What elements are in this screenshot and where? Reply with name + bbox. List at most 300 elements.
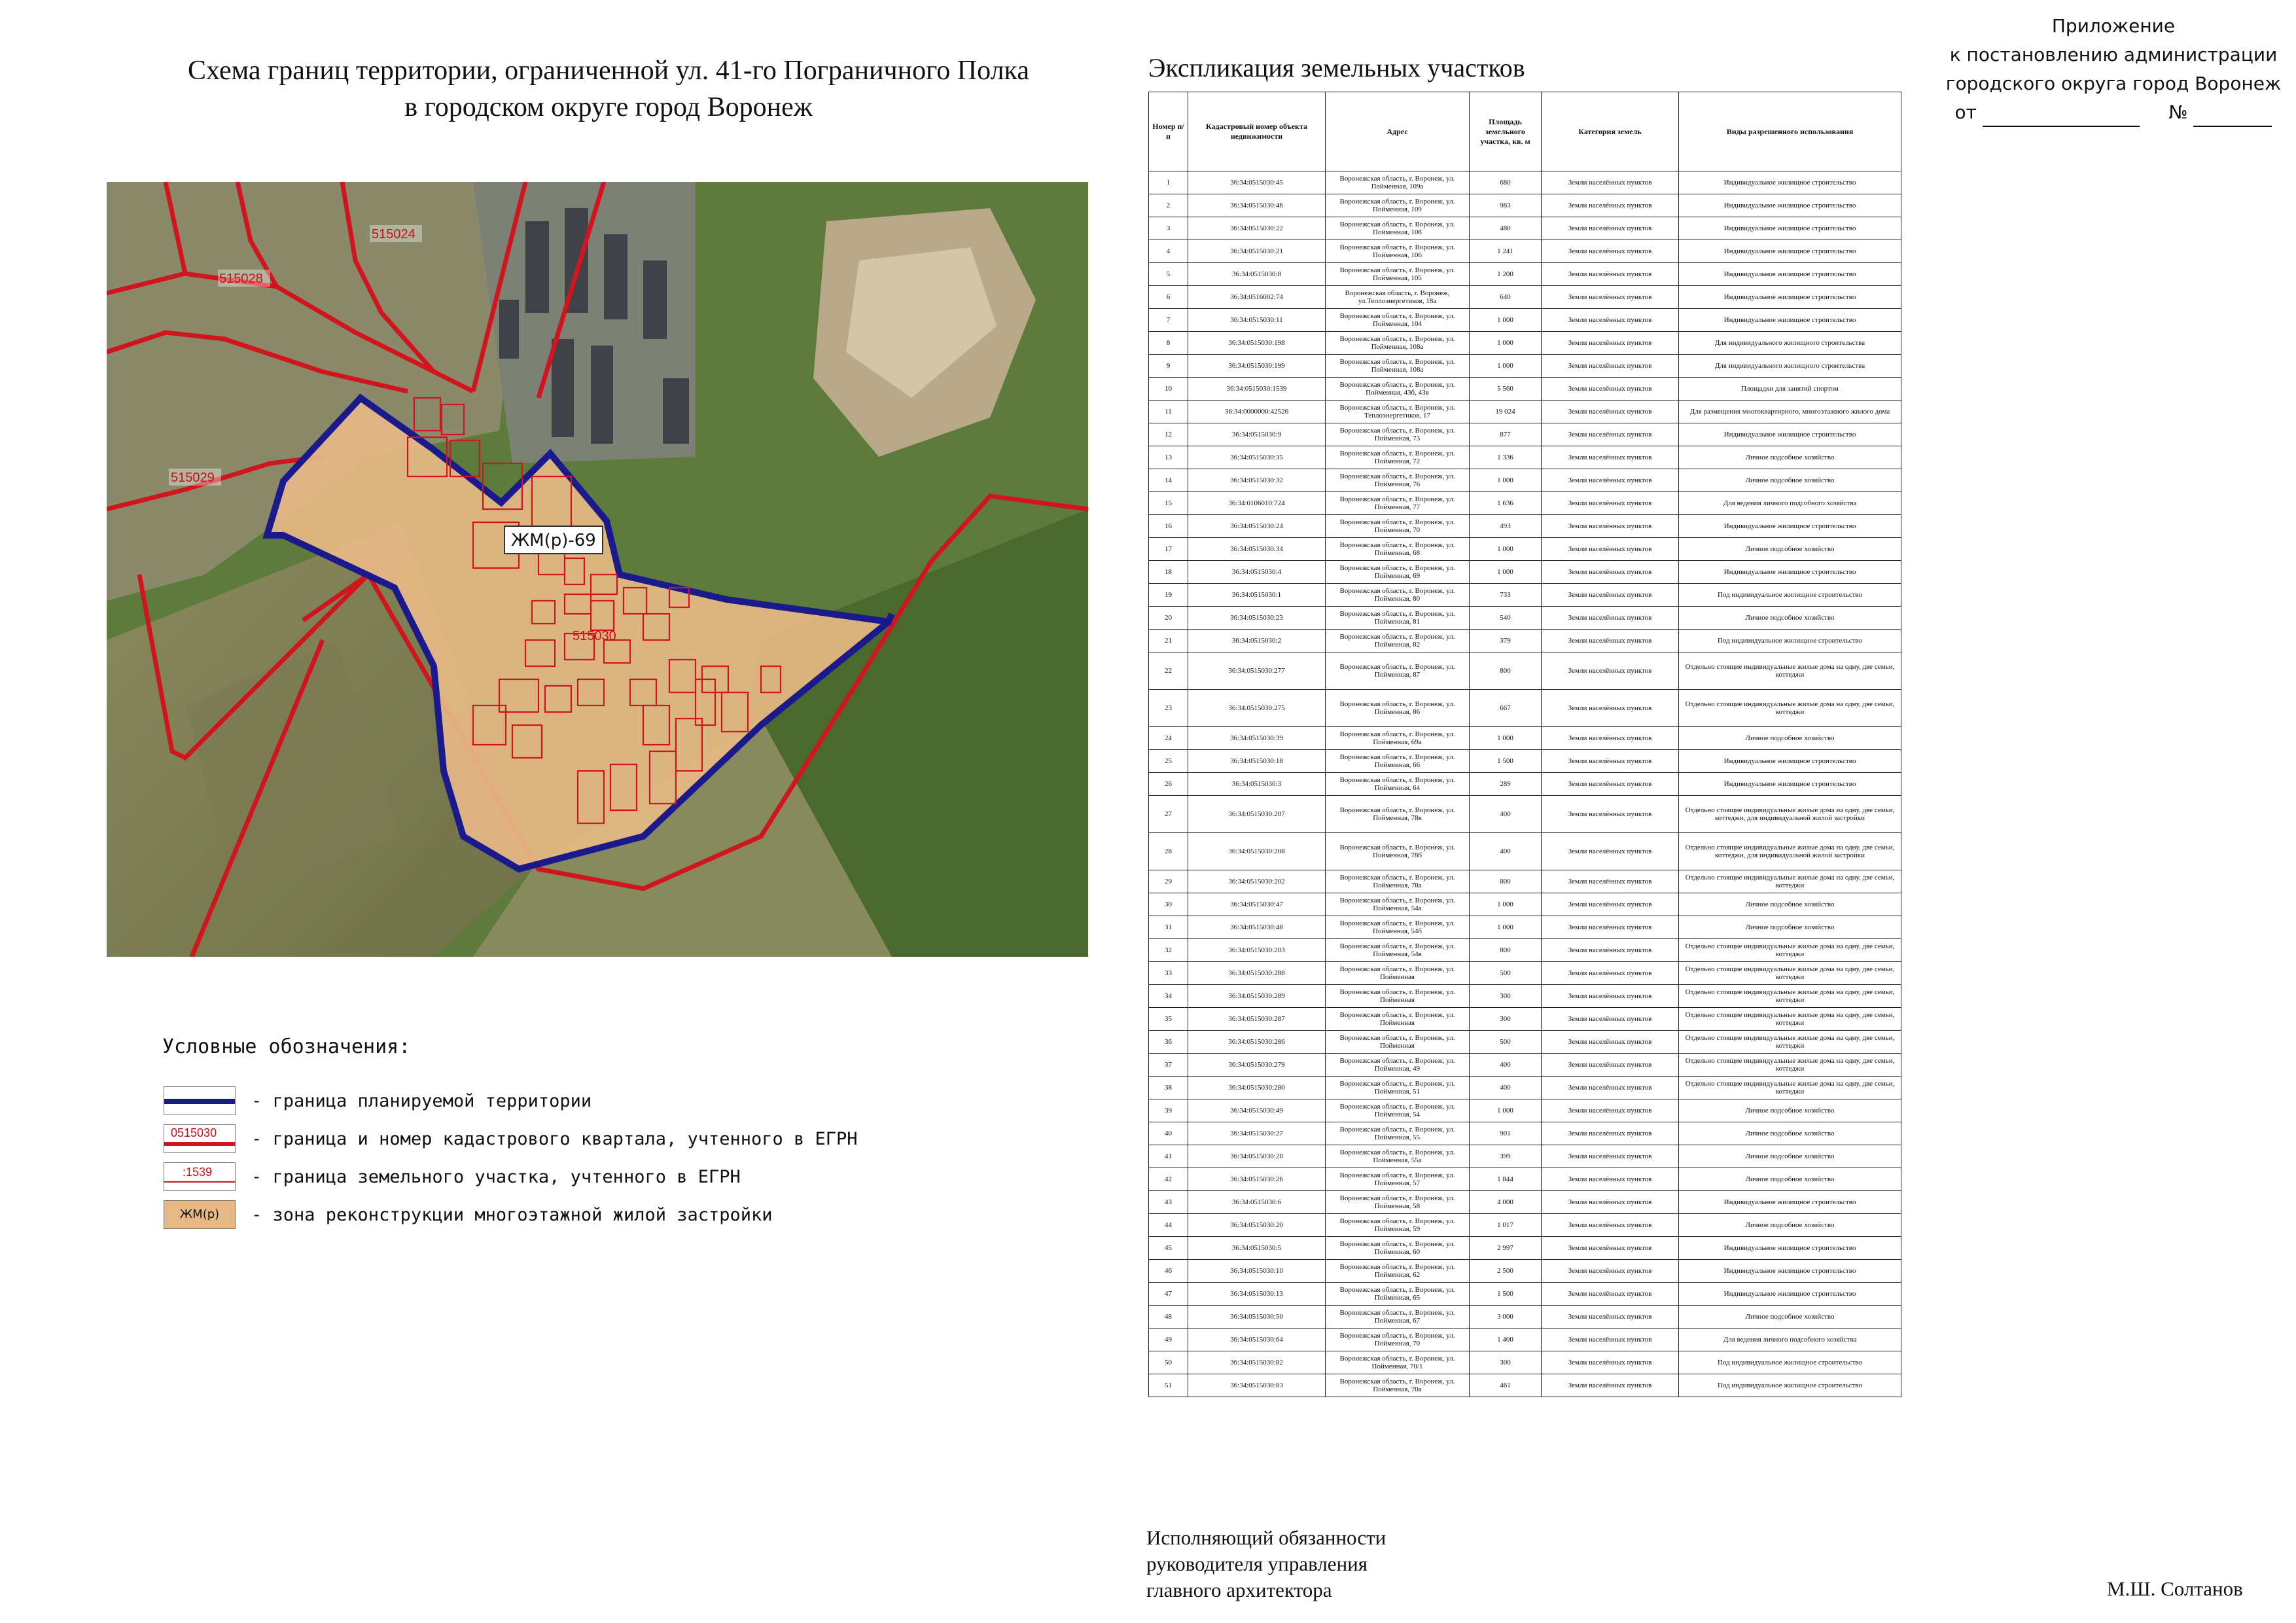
table-row bbox=[1149, 773, 1901, 796]
cell-category: Земли населённых пунктов bbox=[1542, 1329, 1679, 1351]
cell-area: 1 000 bbox=[1470, 538, 1542, 561]
cell-area: 680 bbox=[1470, 171, 1542, 194]
cell-address: Воронежская область, г. Воронеж, ул. Пойменная, 72 bbox=[1326, 446, 1470, 469]
cell-area: 300 bbox=[1470, 1008, 1542, 1031]
cell-address: Воронежская область, г. Воронеж, ул. Пойменная, 70 bbox=[1326, 1329, 1470, 1351]
signature-line-2: руководителя управления bbox=[1146, 1552, 1368, 1575]
cell-address: Воронежская область, г. Воронеж, ул. Пойменная, 82 bbox=[1326, 630, 1470, 652]
cell-usage: Отдельно стоящие индивидуальные жилые дома на одну, две семьи, коттеджи bbox=[1679, 1077, 1901, 1099]
table-row bbox=[1149, 750, 1901, 773]
cell-number: 18 bbox=[1149, 561, 1188, 584]
cell-category: Земли населённых пунктов bbox=[1542, 630, 1679, 652]
cell-number: 36 bbox=[1149, 1031, 1188, 1054]
cell-address: Воронежская область, г. Воронеж, ул. Пойменная, 69 bbox=[1326, 561, 1470, 584]
cell-usage: Личное подсобное хозяйство bbox=[1679, 916, 1901, 939]
cell-usage: Индивидуальное жилищное строительство bbox=[1679, 1237, 1901, 1260]
cell-cadastral: 36:34:0515030:20 bbox=[1188, 1214, 1326, 1237]
cell-usage: Личное подсобное хозяйство bbox=[1679, 607, 1901, 630]
cell-area: 500 bbox=[1470, 962, 1542, 985]
cell-usage: Индивидуальное жилищное строительство bbox=[1679, 286, 1901, 309]
cell-area: 1 000 bbox=[1470, 355, 1542, 378]
cell-usage: Индивидуальное жилищное строительство bbox=[1679, 263, 1901, 286]
quarter-label-515030: 515030 bbox=[573, 629, 616, 643]
cell-cadastral: 36:34:0515030:207 bbox=[1188, 796, 1326, 833]
cell-number: 19 bbox=[1149, 584, 1188, 607]
table-row bbox=[1149, 1122, 1901, 1145]
cell-address: Воронежская область, г. Воронеж, ул. Пойменная, 78в bbox=[1326, 796, 1470, 833]
cell-area: 877 bbox=[1470, 423, 1542, 446]
table-row bbox=[1149, 286, 1901, 309]
table-row bbox=[1149, 1214, 1901, 1237]
cell-usage: Индивидуальное жилищное строительство bbox=[1679, 423, 1901, 446]
cell-category: Земли населённых пунктов bbox=[1542, 1122, 1679, 1145]
cell-address: Воронежская область, г. Воронеж, ул. Пойменная, 70/1 bbox=[1326, 1351, 1470, 1374]
cell-category: Земли населённых пунктов bbox=[1542, 1145, 1679, 1168]
cell-area: 1 241 bbox=[1470, 240, 1542, 263]
cell-category: Земли населённых пунктов bbox=[1542, 607, 1679, 630]
cell-cadastral: 36:34:0515030:34 bbox=[1188, 538, 1326, 561]
cell-usage: Индивидуальное жилищное строительство bbox=[1679, 750, 1901, 773]
cell-area: 800 bbox=[1470, 652, 1542, 690]
legend-swatch-zone-text: ЖМ(р) bbox=[179, 1207, 220, 1221]
cell-area: 901 bbox=[1470, 1122, 1542, 1145]
cell-number: 35 bbox=[1149, 1008, 1188, 1031]
table-row bbox=[1149, 194, 1901, 217]
table-row bbox=[1149, 1099, 1901, 1122]
cell-area: 1 336 bbox=[1470, 446, 1542, 469]
cell-cadastral: 36:34:0515030:45 bbox=[1188, 171, 1326, 194]
cell-number: 20 bbox=[1149, 607, 1188, 630]
cell-cadastral: 36:34:0515030:202 bbox=[1188, 870, 1326, 893]
cell-number: 5 bbox=[1149, 263, 1188, 286]
table-row bbox=[1149, 916, 1901, 939]
cell-area: 1 000 bbox=[1470, 893, 1542, 916]
cell-number: 6 bbox=[1149, 286, 1188, 309]
cell-area: 1 017 bbox=[1470, 1214, 1542, 1237]
cell-address: Воронежская область, г. Воронеж, ул. Пойменная, 69а bbox=[1326, 727, 1470, 750]
cell-area: 19 024 bbox=[1470, 401, 1542, 423]
title-line-2: в городском округе город Воронеж bbox=[404, 92, 813, 122]
cell-address: Воронежская область, г. Воронеж, ул. Пойменная, 62 bbox=[1326, 1260, 1470, 1283]
cell-category: Земли населённых пунктов bbox=[1542, 1168, 1679, 1191]
cell-usage: Отдельно стоящие индивидуальные жилые дома на одну, две семьи, коттеджи, для индивидуальной жилой застройки bbox=[1679, 796, 1901, 833]
cell-category: Земли населённых пунктов bbox=[1542, 492, 1679, 515]
cell-category: Земли населённых пунктов bbox=[1542, 773, 1679, 796]
cell-address: Воронежская область, г. Воронеж, ул. Пойменная, 70а bbox=[1326, 1374, 1470, 1397]
title-line-1: Схема границ территории, ограниченной ул. 41-го Пограничного Полка bbox=[188, 56, 1029, 86]
cell-cadastral: 36:34:0515030:23 bbox=[1188, 607, 1326, 630]
quarter-label-515028: 515028 bbox=[219, 272, 263, 286]
cell-number: 30 bbox=[1149, 893, 1188, 916]
cell-address: Воронежская область, г. Воронеж, ул. Пойменная, 65 bbox=[1326, 1283, 1470, 1306]
cell-address: Воронежская область, г. Воронеж, ул. Теплоэнергетиков, 17 bbox=[1326, 401, 1470, 423]
cell-area: 1 200 bbox=[1470, 263, 1542, 286]
cell-address: Воронежская область, г. Воронеж, ул. Пойменная, 54а bbox=[1326, 893, 1470, 916]
from-label: от bbox=[1954, 101, 1977, 123]
cell-category: Земли населённых пунктов bbox=[1542, 469, 1679, 492]
cell-address: Воронежская область, г. Воронеж, ул. Пойменная, 77 bbox=[1326, 492, 1470, 515]
cell-category: Земли населённых пунктов bbox=[1542, 194, 1679, 217]
cell-category: Земли населённых пунктов bbox=[1542, 1237, 1679, 1260]
cell-area: 1 000 bbox=[1470, 916, 1542, 939]
cell-number: 49 bbox=[1149, 1329, 1188, 1351]
col-header-cadastral: Кадастровый номер объекта недвижимости bbox=[1188, 92, 1326, 171]
cell-cadastral: 36:34:0515030:1 bbox=[1188, 584, 1326, 607]
cell-usage: Под индивидуальное жилищное строительство bbox=[1679, 584, 1901, 607]
cell-category: Земли населённых пунктов bbox=[1542, 515, 1679, 538]
cell-number: 32 bbox=[1149, 939, 1188, 962]
cell-cadastral: 36:34:0515030:4 bbox=[1188, 561, 1326, 584]
table-row bbox=[1149, 171, 1901, 194]
cell-address: Воронежская область, г. Воронеж, ул. Пойменная, 68 bbox=[1326, 538, 1470, 561]
cell-cadastral: 36:34:0515030:11 bbox=[1188, 309, 1326, 332]
cell-number: 9 bbox=[1149, 355, 1188, 378]
cell-number: 26 bbox=[1149, 773, 1188, 796]
cell-number: 10 bbox=[1149, 378, 1188, 401]
cell-address: Воронежская область, г. Воронеж, ул. Пойменная, 49 bbox=[1326, 1054, 1470, 1077]
cell-number: 11 bbox=[1149, 401, 1188, 423]
cell-cadastral: 36:34:0515030:3 bbox=[1188, 773, 1326, 796]
cell-area: 640 bbox=[1470, 286, 1542, 309]
legend-text-territory: - граница планируемой территории bbox=[251, 1090, 592, 1111]
table-row bbox=[1149, 939, 1901, 962]
cell-area: 733 bbox=[1470, 584, 1542, 607]
zone-label bbox=[504, 526, 603, 554]
cell-usage: Личное подсобное хозяйство bbox=[1679, 446, 1901, 469]
cell-cadastral: 36:34:0515030:289 bbox=[1188, 985, 1326, 1008]
cell-usage: Индивидуальное жилищное строительство bbox=[1679, 1283, 1901, 1306]
table-row bbox=[1149, 1306, 1901, 1329]
cell-address: Воронежская область, г. Воронеж, ул.Теплоэнергетиков, 18а bbox=[1326, 286, 1470, 309]
cell-address: Воронежская область, г. Воронеж, ул. Пойменная, 108а bbox=[1326, 355, 1470, 378]
cell-usage: Отдельно стоящие индивидуальные жилые дома на одну, две семьи, коттеджи bbox=[1679, 1008, 1901, 1031]
cell-cadastral: 36:34:0000000:42526 bbox=[1188, 401, 1326, 423]
cell-address: Воронежская область, г. Воронеж, ул. Пойменная, 67 bbox=[1326, 1306, 1470, 1329]
signature-block bbox=[1146, 1525, 1386, 1603]
legend-text-parcel: - граница земельного участка, учтенного в ЕГРН bbox=[251, 1166, 741, 1187]
schema-title bbox=[105, 52, 1112, 126]
cell-category: Земли населённых пунктов bbox=[1542, 916, 1679, 939]
cell-cadastral: 36:34:0515030:18 bbox=[1188, 750, 1326, 773]
table-row bbox=[1149, 1054, 1901, 1077]
cell-cadastral: 36:34:0515030:288 bbox=[1188, 962, 1326, 985]
cell-cadastral: 36:34:0515030:9 bbox=[1188, 423, 1326, 446]
cell-cadastral: 36:34:0515030:83 bbox=[1188, 1374, 1326, 1397]
table-row bbox=[1149, 607, 1901, 630]
cell-number: 1 bbox=[1149, 171, 1188, 194]
cell-number: 21 bbox=[1149, 630, 1188, 652]
appendix-header bbox=[1943, 12, 2284, 127]
cell-usage: Индивидуальное жилищное строительство bbox=[1679, 194, 1901, 217]
cell-cadastral: 36:34:0515030:10 bbox=[1188, 1260, 1326, 1283]
legend-swatch-territory bbox=[164, 1086, 236, 1115]
cell-address: Воронежская область, г. Воронеж, ул. Пойменная, 81 bbox=[1326, 607, 1470, 630]
cell-number: 24 bbox=[1149, 727, 1188, 750]
cell-area: 667 bbox=[1470, 690, 1542, 727]
cell-cadastral: 36:34:0515030:287 bbox=[1188, 1008, 1326, 1031]
cell-cadastral: 36:34:0515030:82 bbox=[1188, 1351, 1326, 1374]
cell-usage: Личное подсобное хозяйство bbox=[1679, 1214, 1901, 1237]
legend-text-quarter: - граница и номер кадастрового квартала, учтенного в ЕГРН bbox=[251, 1128, 858, 1149]
table-row bbox=[1149, 1145, 1901, 1168]
satellite-map bbox=[107, 182, 1088, 957]
table-row bbox=[1149, 1008, 1901, 1031]
col-header-address: Адрес bbox=[1326, 92, 1470, 171]
cell-cadastral: 36:34:0515030:32 bbox=[1188, 469, 1326, 492]
cell-cadastral: 36:34:0106010:724 bbox=[1188, 492, 1326, 515]
cell-number: 17 bbox=[1149, 538, 1188, 561]
cell-address: Воронежская область, г. Воронеж, ул. Пойменная, 73 bbox=[1326, 423, 1470, 446]
cell-number: 40 bbox=[1149, 1122, 1188, 1145]
cell-number: 16 bbox=[1149, 515, 1188, 538]
cell-address: Воронежская область, г. Воронеж, ул. Пойменная, 109а bbox=[1326, 171, 1470, 194]
table-row bbox=[1149, 1031, 1901, 1054]
cell-usage: Индивидуальное жилищное строительство bbox=[1679, 561, 1901, 584]
cell-cadastral: 36:34:0515030:49 bbox=[1188, 1099, 1326, 1122]
cell-cadastral: 36:34:0515030:46 bbox=[1188, 194, 1326, 217]
table-row bbox=[1149, 985, 1901, 1008]
cell-area: 461 bbox=[1470, 1374, 1542, 1397]
table-row bbox=[1149, 727, 1901, 750]
cell-number: 34 bbox=[1149, 985, 1188, 1008]
cell-category: Земли населённых пунктов bbox=[1542, 727, 1679, 750]
cell-address: Воронежская область, г. Воронеж, ул. Пойменная, 78а bbox=[1326, 870, 1470, 893]
cell-usage: Отдельно стоящие индивидуальные жилые дома на одну, две семьи, коттеджи bbox=[1679, 652, 1901, 690]
cell-area: 1 500 bbox=[1470, 750, 1542, 773]
appendix-line-3: городского округа город Воронеж bbox=[1945, 73, 2282, 94]
cell-cadastral: 36:34:0515030:280 bbox=[1188, 1077, 1326, 1099]
cell-area: 540 bbox=[1470, 607, 1542, 630]
table-row bbox=[1149, 690, 1901, 727]
cell-cadastral: 36:34:0515030:26 bbox=[1188, 1168, 1326, 1191]
cell-cadastral: 36:34:0515030:277 bbox=[1188, 652, 1326, 690]
table-row bbox=[1149, 893, 1901, 916]
cell-category: Земли населённых пунктов bbox=[1542, 1214, 1679, 1237]
cell-usage: Индивидуальное жилищное строительство bbox=[1679, 217, 1901, 240]
cell-number: 45 bbox=[1149, 1237, 1188, 1260]
cell-address: Воронежская область, г. Воронеж, ул. Пойменная, 70 bbox=[1326, 515, 1470, 538]
cell-category: Земли населённых пунктов bbox=[1542, 1191, 1679, 1214]
cell-usage: Площадки для занятий спортом bbox=[1679, 378, 1901, 401]
col-header-area: Площадь земельного участка, кв. м bbox=[1470, 92, 1542, 171]
cell-area: 3 000 bbox=[1470, 1306, 1542, 1329]
table-row bbox=[1149, 355, 1901, 378]
cell-usage: Индивидуальное жилищное строительство bbox=[1679, 515, 1901, 538]
cell-usage: Индивидуальное жилищное строительство bbox=[1679, 773, 1901, 796]
cell-usage: Личное подсобное хозяйство bbox=[1679, 1306, 1901, 1329]
cell-category: Земли населённых пунктов bbox=[1542, 332, 1679, 355]
cell-address: Воронежская область, г. Воронеж, ул. Пойменная, 51 bbox=[1326, 1077, 1470, 1099]
cell-usage: Отдельно стоящие индивидуальные жилые дома на одну, две семьи, коттеджи, для индивидуальной жилой застройки bbox=[1679, 833, 1901, 870]
cell-category: Земли населённых пунктов bbox=[1542, 355, 1679, 378]
appendix-line-2: к постановлению администрации bbox=[1949, 44, 2278, 65]
table-row bbox=[1149, 217, 1901, 240]
table-row bbox=[1149, 1191, 1901, 1214]
cell-number: 29 bbox=[1149, 870, 1188, 893]
cell-area: 1 000 bbox=[1470, 332, 1542, 355]
cell-number: 43 bbox=[1149, 1191, 1188, 1214]
cell-cadastral: 36:34:0515030:28 bbox=[1188, 1145, 1326, 1168]
table-row bbox=[1149, 652, 1901, 690]
cell-address: Воронежская область, г. Воронеж, ул. Пойменная bbox=[1326, 985, 1470, 1008]
cell-area: 1 844 bbox=[1470, 1168, 1542, 1191]
cell-category: Земли населённых пунктов bbox=[1542, 1008, 1679, 1031]
cell-usage: Отдельно стоящие индивидуальные жилые дома на одну, две семьи, коттеджи bbox=[1679, 985, 1901, 1008]
cell-number: 41 bbox=[1149, 1145, 1188, 1168]
table-row bbox=[1149, 1077, 1901, 1099]
cell-area: 400 bbox=[1470, 1054, 1542, 1077]
cell-address: Воронежская область, г. Воронеж, ул. Пойменная, 66 bbox=[1326, 750, 1470, 773]
cell-usage: Для индивидуального жилищного строительства bbox=[1679, 332, 1901, 355]
cell-number: 50 bbox=[1149, 1351, 1188, 1374]
cell-address: Воронежская область, г. Воронеж, ул. Пойменная, 109 bbox=[1326, 194, 1470, 217]
appendix-date-number bbox=[1943, 98, 2284, 127]
cell-usage: Для ведения личного подсобного хозяйства bbox=[1679, 492, 1901, 515]
table-row bbox=[1149, 469, 1901, 492]
cell-usage: Личное подсобное хозяйство bbox=[1679, 1122, 1901, 1145]
table-row bbox=[1149, 1260, 1901, 1283]
cell-address: Воронежская область, г. Воронеж, ул. Пойменная, 60 bbox=[1326, 1237, 1470, 1260]
appendix-line-1: Приложение bbox=[2051, 15, 2176, 37]
cell-usage: Отдельно стоящие индивидуальные жилые дома на одну, две семьи, коттеджи bbox=[1679, 870, 1901, 893]
cell-number: 31 bbox=[1149, 916, 1188, 939]
cell-address: Воронежская область, г. Воронеж, ул. Пойменная bbox=[1326, 1031, 1470, 1054]
map-canvas bbox=[107, 182, 1088, 957]
cell-area: 493 bbox=[1470, 515, 1542, 538]
cell-category: Земли населённых пунктов bbox=[1542, 561, 1679, 584]
cell-category: Земли населённых пунктов bbox=[1542, 985, 1679, 1008]
number-label: № bbox=[2168, 101, 2188, 123]
table-row bbox=[1149, 962, 1901, 985]
cell-address: Воронежская область, г. Воронеж, ул. Пойменная, 55а bbox=[1326, 1145, 1470, 1168]
cell-cadastral: 36:34:0515030:279 bbox=[1188, 1054, 1326, 1077]
cell-number: 13 bbox=[1149, 446, 1188, 469]
cell-category: Земли населённых пунктов bbox=[1542, 401, 1679, 423]
cell-usage: Отдельно стоящие индивидуальные жилые дома на одну, две семьи, коттеджи bbox=[1679, 690, 1901, 727]
cell-number: 23 bbox=[1149, 690, 1188, 727]
zone-label-text: ЖМ(р)-69 bbox=[511, 531, 596, 550]
legend-swatch-parcel-text: :1539 bbox=[183, 1166, 213, 1179]
table-row bbox=[1149, 1374, 1901, 1397]
table-header-row bbox=[1149, 92, 1901, 171]
cell-address: Воронежская область, г. Воронеж, ул. Пойменная, 64 bbox=[1326, 773, 1470, 796]
cell-cadastral: 36:34:0516002:74 bbox=[1188, 286, 1326, 309]
cell-number: 12 bbox=[1149, 423, 1188, 446]
cell-category: Земли населённых пунктов bbox=[1542, 796, 1679, 833]
cell-cadastral: 36:34:0515030:27 bbox=[1188, 1122, 1326, 1145]
cell-category: Земли населённых пунктов bbox=[1542, 1260, 1679, 1283]
cell-category: Земли населённых пунктов bbox=[1542, 833, 1679, 870]
cell-number: 4 bbox=[1149, 240, 1188, 263]
table-row bbox=[1149, 401, 1901, 423]
cell-cadastral: 36:34:0515030:64 bbox=[1188, 1329, 1326, 1351]
explication-title: Экспликация земельных участков bbox=[1148, 53, 1525, 82]
cell-category: Земли населённых пунктов bbox=[1542, 446, 1679, 469]
cell-category: Земли населённых пунктов bbox=[1542, 939, 1679, 962]
cell-address: Воронежская область, г. Воронеж, ул. Пойменная, 108а bbox=[1326, 332, 1470, 355]
cell-area: 379 bbox=[1470, 630, 1542, 652]
cell-area: 2 997 bbox=[1470, 1237, 1542, 1260]
legend-item-reconstruction-zone bbox=[164, 1200, 773, 1229]
cell-usage: Личное подсобное хозяйство bbox=[1679, 1168, 1901, 1191]
cell-usage: Индивидуальное жилищное строительство bbox=[1679, 171, 1901, 194]
cell-number: 39 bbox=[1149, 1099, 1188, 1122]
cell-category: Земли населённых пунктов bbox=[1542, 378, 1679, 401]
cell-usage: Для индивидуального жилищного строительства bbox=[1679, 355, 1901, 378]
table-row bbox=[1149, 1237, 1901, 1260]
cell-category: Земли населённых пунктов bbox=[1542, 690, 1679, 727]
cell-cadastral: 36:34:0515030:1539 bbox=[1188, 378, 1326, 401]
cell-cadastral: 36:34:0515030:22 bbox=[1188, 217, 1326, 240]
cell-area: 1 636 bbox=[1470, 492, 1542, 515]
cell-usage: Личное подсобное хозяйство bbox=[1679, 538, 1901, 561]
cell-number: 8 bbox=[1149, 332, 1188, 355]
table-row bbox=[1149, 309, 1901, 332]
legend-item-territory-border bbox=[164, 1086, 592, 1115]
cell-category: Земли населённых пунктов bbox=[1542, 1306, 1679, 1329]
table-row bbox=[1149, 263, 1901, 286]
legend-title: Условные обозначения: bbox=[162, 1035, 411, 1058]
cell-area: 300 bbox=[1470, 1351, 1542, 1374]
legend-text-zone: - зона реконструкции многоэтажной жилой застройки bbox=[251, 1204, 773, 1225]
cell-address: Воронежская область, г. Воронеж, ул. Пойменная bbox=[1326, 962, 1470, 985]
cell-number: 37 bbox=[1149, 1054, 1188, 1077]
cell-usage: Для размещения многоквартирного, многоэтажного жилого дома bbox=[1679, 401, 1901, 423]
cell-address: Воронежская область, г. Воронеж, ул. Пойменная, 76 bbox=[1326, 469, 1470, 492]
table-row bbox=[1149, 332, 1901, 355]
cell-usage: Под индивидуальное жилищное строительство bbox=[1679, 630, 1901, 652]
cell-area: 500 bbox=[1470, 1031, 1542, 1054]
cell-area: 300 bbox=[1470, 985, 1542, 1008]
cell-category: Земли населённых пунктов bbox=[1542, 263, 1679, 286]
table-row bbox=[1149, 378, 1901, 401]
cell-address: Воронежская область, г. Воронеж, ул. Пойменная, 54в bbox=[1326, 939, 1470, 962]
cell-number: 38 bbox=[1149, 1077, 1188, 1099]
cell-category: Земли населённых пунктов bbox=[1542, 217, 1679, 240]
cell-area: 800 bbox=[1470, 939, 1542, 962]
quarter-label-515029: 515029 bbox=[171, 471, 215, 485]
cell-area: 1 000 bbox=[1470, 1099, 1542, 1122]
table-row bbox=[1149, 1168, 1901, 1191]
cell-usage: Личное подсобное хозяйство bbox=[1679, 727, 1901, 750]
cell-category: Земли населённых пунктов bbox=[1542, 309, 1679, 332]
table-row bbox=[1149, 1329, 1901, 1351]
cell-category: Земли населённых пунктов bbox=[1542, 1351, 1679, 1374]
table-row bbox=[1149, 796, 1901, 833]
table-row bbox=[1149, 630, 1901, 652]
cell-cadastral: 36:34:0515030:13 bbox=[1188, 1283, 1326, 1306]
cell-cadastral: 36:34:0515030:24 bbox=[1188, 515, 1326, 538]
table-row bbox=[1149, 446, 1901, 469]
cell-number: 14 bbox=[1149, 469, 1188, 492]
cell-usage: Под индивидуальное жилищное строительство bbox=[1679, 1374, 1901, 1397]
cell-number: 44 bbox=[1149, 1214, 1188, 1237]
cell-category: Земли населённых пунктов bbox=[1542, 1283, 1679, 1306]
number-blank-line bbox=[2193, 106, 2272, 127]
table-row bbox=[1149, 870, 1901, 893]
cell-area: 1 000 bbox=[1470, 309, 1542, 332]
table-row bbox=[1149, 561, 1901, 584]
table-row bbox=[1149, 1283, 1901, 1306]
cell-number: 42 bbox=[1149, 1168, 1188, 1191]
cell-cadastral: 36:34:0515030:47 bbox=[1188, 893, 1326, 916]
cell-number: 28 bbox=[1149, 833, 1188, 870]
cell-area: 1 000 bbox=[1470, 469, 1542, 492]
cell-cadastral: 36:34:0515030:50 bbox=[1188, 1306, 1326, 1329]
explication-table bbox=[1148, 92, 1901, 1397]
cell-category: Земли населённых пунктов bbox=[1542, 538, 1679, 561]
table-row bbox=[1149, 538, 1901, 561]
